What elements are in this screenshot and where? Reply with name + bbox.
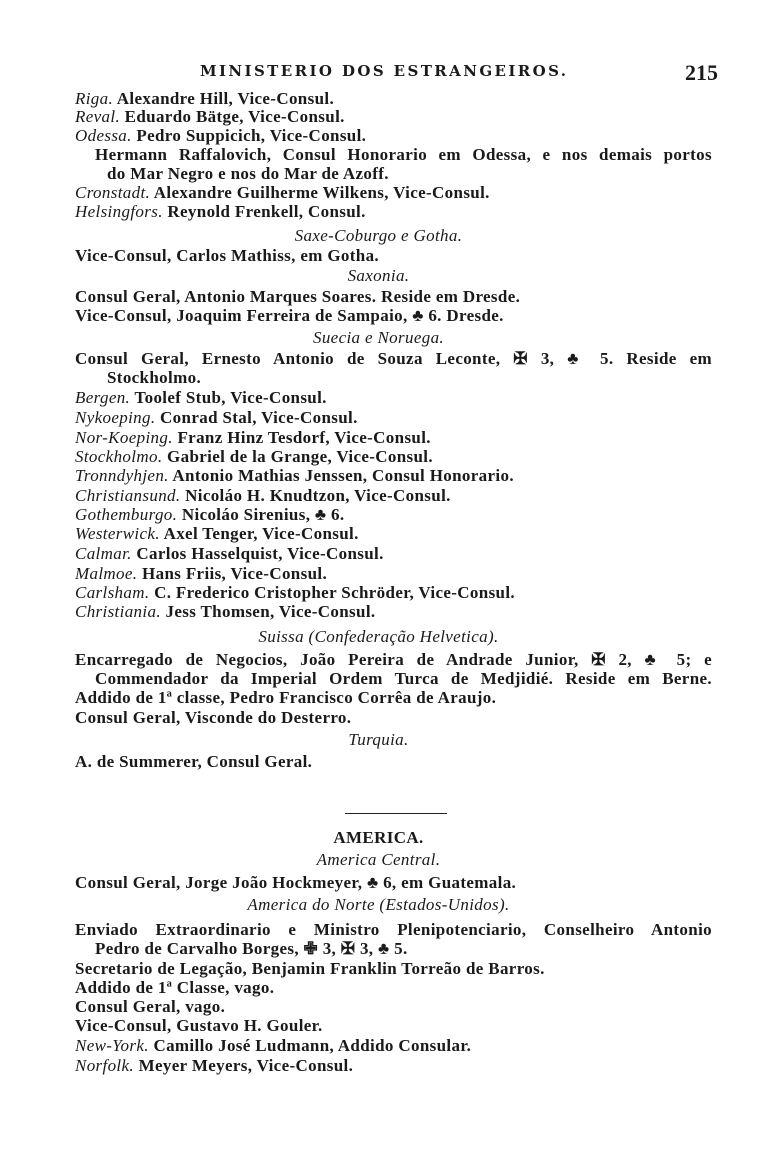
section-heading: Turquia. — [348, 730, 409, 749]
place-name: Stockholmo. — [75, 447, 163, 466]
place-name: Nykoeping. — [75, 408, 156, 427]
text-line: Commendador da Imperial Ordem Turca de Medjidié. Reside em Berne. — [95, 669, 712, 688]
place-name: Odessa. — [75, 126, 132, 145]
consulate-entry — [75, 1036, 471, 1056]
place-name: Carlsham. — [75, 583, 150, 602]
place-name: Cronstadt. — [75, 183, 151, 202]
place-name: Malmoe. — [75, 564, 138, 583]
text-line: A. de Summerer, Consul Geral. — [75, 752, 313, 771]
text-line: Consul Geral, vago. — [75, 997, 226, 1016]
place-name: Norfolk. — [75, 1056, 134, 1075]
entry-text: Meyer Meyers, Vice-Consul. — [134, 1056, 354, 1075]
consulate-entry — [75, 447, 433, 467]
place-name: Bergen. — [75, 388, 131, 407]
consulate-entry — [75, 505, 344, 525]
entry-text: Nicoláo H. Knudtzon, Vice-Consul. — [180, 486, 451, 505]
entry-text: Alexandre Guilherme Wilkens, Vice-Consul. — [150, 183, 490, 202]
consulate-entry — [75, 524, 359, 544]
text-line: Enviado Extraordinario e Ministro Plenipotenciario, Conselheiro Antonio — [75, 920, 712, 939]
section-heading: Saxonia. — [347, 266, 410, 285]
section-heading: Suecia e Noruega. — [312, 328, 445, 347]
consulate-entry — [75, 107, 345, 127]
place-name: Nor-Koeping. — [75, 428, 173, 447]
text-line: Secretario de Legação, Benjamin Franklin Torreão de Barros. — [75, 959, 545, 978]
consulate-entry — [75, 1056, 353, 1076]
section-heading: America do Norte (Estados-Unidos). — [247, 895, 510, 914]
text-line: Consul Geral, Antonio Marques Soares. Reside em Dresde. — [75, 287, 521, 306]
consulate-entry — [75, 564, 327, 584]
consulate-entry — [75, 202, 366, 222]
consulate-entry — [75, 388, 327, 408]
entry-text: Axel Tenger, Vice-Consul. — [159, 524, 359, 543]
consulate-entry — [75, 583, 515, 603]
text-line: Pedro de Carvalho Borges, ✙ 3, ✠ 3, ♣ 5. — [95, 939, 408, 958]
entry-text: Alexandre Hill, Vice-Consul. — [113, 89, 335, 108]
entry-text: Reynold Frenkell, Consul. — [162, 202, 366, 221]
consulate-entry — [75, 602, 376, 622]
entry-text: Toolef Stub, Vice-Consul. — [130, 388, 327, 407]
entry-text: C. Frederico Cristopher Schröder, Vice-Consul. — [149, 583, 516, 602]
text-line: Consul Geral, Visconde do Desterro. — [75, 708, 352, 727]
section-divider — [345, 813, 447, 814]
entry-text: Franz Hinz Tesdorf, Vice-Consul. — [172, 428, 431, 447]
text-line: Hermann Raffalovich, Consul Honorario em Odessa, e nos demais portos — [95, 145, 712, 164]
entry-text: Pedro Suppicich, Vice-Consul. — [131, 126, 367, 145]
consulate-entry — [75, 183, 490, 203]
text-line: Addido de 1ª classe, Pedro Francisco Corrêa de Araujo. — [75, 688, 497, 707]
text-line: Vice-Consul, Gustavo H. Gouler. — [75, 1016, 323, 1035]
entry-text: Antonio Mathias Jenssen, Consul Honorario. — [168, 466, 514, 485]
running-head: MINISTERIO DOS ESTRANGEIROS. — [200, 62, 569, 80]
page-number: 215 — [685, 60, 718, 85]
text-line: Addido de 1ª Classe, vago. — [75, 978, 275, 997]
section-heading: Suissa (Confederação Helvetica). — [258, 627, 499, 646]
text-line: do Mar Negro e nos do Mar de Azoff. — [107, 164, 389, 183]
place-name: Tronndyhjen. — [75, 466, 169, 485]
text-line: Consul Geral, Jorge João Hockmeyer, ♣ 6, em Guatemala. — [75, 873, 517, 892]
consulate-entry — [75, 126, 366, 146]
text-line: Vice-Consul, Carlos Mathiss, em Gotha. — [75, 246, 380, 265]
text-line: Stockholmo. — [107, 368, 202, 387]
region-heading: AMERICA. — [333, 828, 424, 847]
place-name: Westerwick. — [75, 524, 160, 543]
entry-text: Camillo José Ludmann, Addido Consular. — [148, 1036, 472, 1055]
entry-text: Carlos Hasselquist, Vice-Consul. — [131, 544, 384, 563]
place-name: Christiansund. — [75, 486, 181, 505]
text-line: Consul Geral, Ernesto Antonio de Souza Leconte, ✠ 3, ♣ 5. Reside em — [75, 349, 712, 368]
entry-text: Hans Friis, Vice-Consul. — [137, 564, 328, 583]
consulate-entry — [75, 486, 451, 506]
consulate-entry — [75, 466, 514, 486]
text-line: Encarregado de Negocios, João Pereira de Andrade Junior, ✠ 2, ♣ 5; e — [75, 650, 712, 669]
place-name: New-York. — [75, 1036, 149, 1055]
place-name: Gothemburgo. — [75, 505, 178, 524]
consulate-entry — [75, 428, 431, 448]
entry-text: Jess Thomsen, Vice-Consul. — [160, 602, 376, 621]
place-name: Christiania. — [75, 602, 161, 621]
place-name: Helsingfors. — [75, 202, 163, 221]
text-line: Vice-Consul, Joaquim Ferreira de Sampaio, ♣ 6. Dresde. — [75, 306, 504, 325]
consulate-entry — [75, 544, 384, 564]
consulate-entry — [75, 89, 334, 109]
consulate-entry — [75, 408, 358, 428]
section-heading: Saxe-Coburgo e Gotha. — [294, 226, 463, 245]
entry-text: Nicoláo Sirenius, ♣ 6. — [177, 505, 345, 524]
place-name: Reval. — [75, 107, 121, 126]
entry-text: Conrad Stal, Vice-Consul. — [155, 408, 358, 427]
place-name: Calmar. — [75, 544, 132, 563]
entry-text: Eduardo Bätge, Vice-Consul. — [120, 107, 345, 126]
entry-text: Gabriel de la Grange, Vice-Consul. — [162, 447, 433, 466]
place-name: Riga. — [75, 89, 114, 108]
section-heading: America Central. — [316, 850, 441, 869]
